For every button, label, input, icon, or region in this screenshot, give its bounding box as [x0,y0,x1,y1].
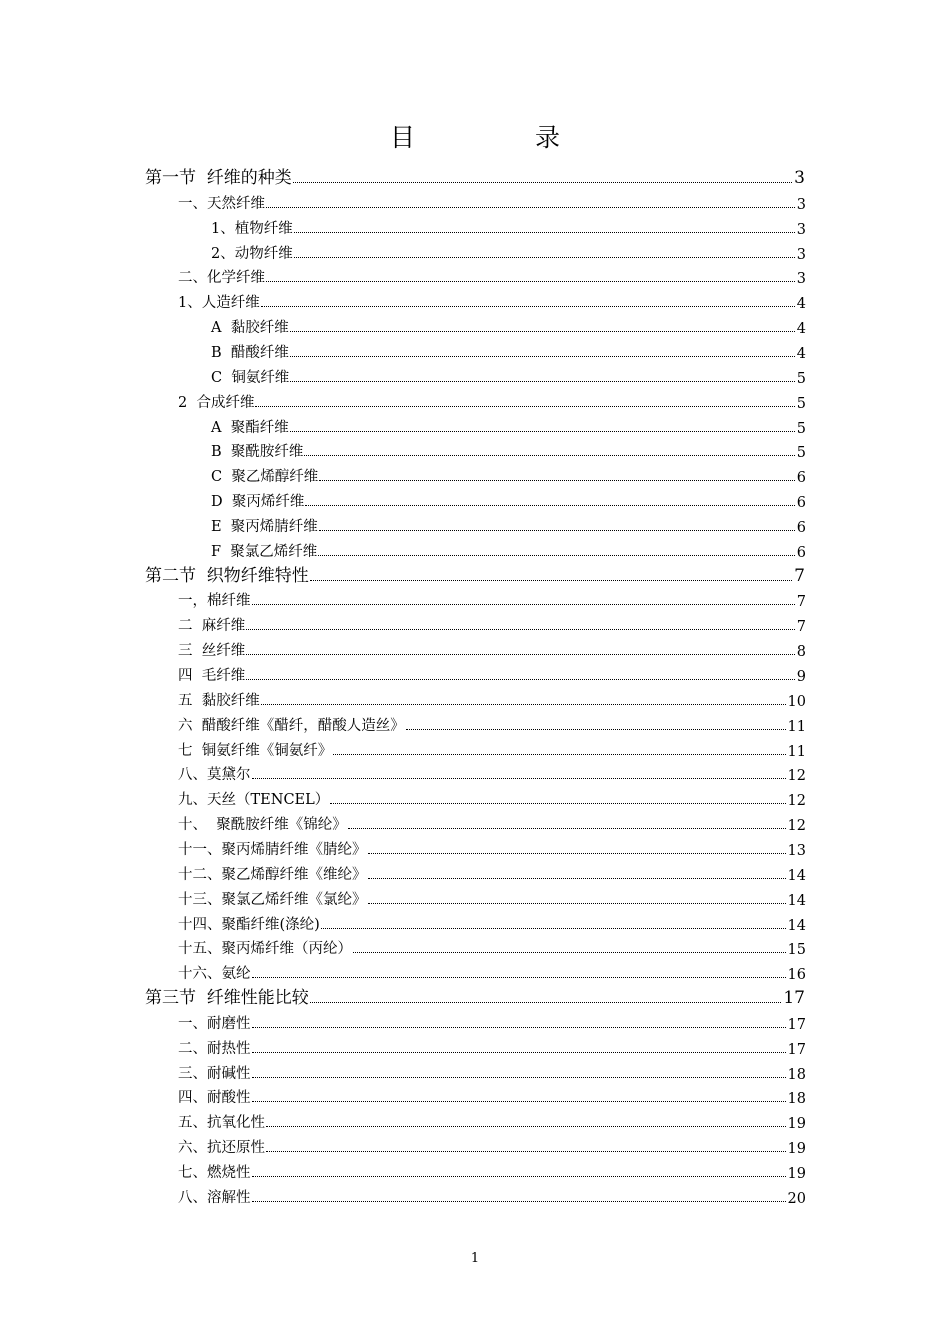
toc-entry[interactable] [178,835,806,859]
toc-dot-leader [294,257,795,258]
toc-entry-label: 四 毛纤维 [178,668,246,684]
toc-entry[interactable] [211,214,806,238]
toc-entry-label: 一、天然纤维 [178,195,265,212]
toc-dot-leader [319,480,794,481]
toc-entry-label: D 聚丙烯纤维 [211,494,305,511]
toc-entry-label: 二、耐热性 [178,1040,251,1057]
page-number: 1 [470,1251,480,1266]
toc-dot-leader [353,952,786,953]
toc-entry[interactable] [178,860,806,884]
toc-entry-label: A 黏胶纤维 [211,320,289,337]
toc-entry-page: 13 [787,842,806,859]
toc-entry-page: 7 [796,619,806,636]
toc-entry-label: 2、动物纤维 [211,245,293,262]
toc-entry[interactable] [178,736,806,760]
toc-entry[interactable] [178,1083,806,1107]
toc-entry-label: 五、抗氧化性 [178,1115,265,1132]
toc-entry[interactable] [145,984,805,1008]
toc-entry-page: 5 [796,370,806,387]
toc-entry-label: C 聚乙烯醇纤维 [211,469,319,486]
toc-dot-leader [266,1126,786,1127]
toc-entry-page: 12 [787,768,806,785]
toc-entry-page: 15 [787,942,806,959]
toc-entry-page: 6 [796,544,806,561]
toc-dot-leader [318,555,794,556]
toc-entry-label: 四、耐酸性 [178,1090,251,1107]
toc-dot-leader [252,977,786,978]
toc-entry-label: B 醋酸纤维 [211,344,289,361]
toc-entry[interactable] [178,959,806,983]
toc-entry[interactable] [178,1183,806,1207]
toc-entry[interactable] [178,711,806,735]
toc-dot-leader [266,207,795,208]
toc-dot-leader [261,704,786,705]
toc-entry-label: 八、溶解性 [178,1189,251,1206]
toc-entry-page: 14 [787,892,806,909]
toc-dot-leader [290,381,794,382]
toc-entry[interactable] [211,462,806,486]
toc-entry[interactable] [211,487,806,511]
toc-entry-page: 4 [796,296,806,313]
toc-entry[interactable] [211,512,806,536]
toc-dot-leader [348,828,786,829]
toc-dot-leader [319,530,795,531]
toc-entry-page: 12 [787,818,806,835]
toc-entry[interactable] [178,263,806,287]
toc-title: 目 录 [390,123,616,152]
toc-entry-label: 六 醋酸纤维《醋纤，醋酸人造丝》 [178,717,405,734]
toc-dot-leader [266,1151,786,1152]
toc-entry[interactable] [178,885,806,909]
toc-entry-page: 3 [796,196,806,213]
toc-entry[interactable] [145,164,805,188]
toc-dot-leader [290,356,795,357]
toc-entry[interactable] [211,363,806,387]
toc-entry-page: 19 [787,1141,806,1158]
toc-entry-page: 12 [787,793,806,810]
toc-entry[interactable] [178,288,806,312]
toc-entry-page: 3 [796,221,806,238]
toc-entry-label: 十、 聚酰胺纤维《锦纶》 [178,817,347,834]
toc-entry-page: 19 [787,1166,806,1182]
toc-entry-label: 十二、聚乙烯醇纤维《维纶》 [178,866,367,883]
toc-dot-leader [255,406,794,407]
toc-entry-page: 6 [796,495,806,512]
toc-entry-label: 一、耐磨性 [178,1015,251,1032]
toc-entry[interactable] [178,760,806,784]
toc-entry-page: 18 [787,1091,806,1108]
toc-entry-label: E 聚丙烯腈纤维 [211,518,318,535]
toc-entry-page: 14 [787,867,806,884]
toc-entry[interactable] [178,611,806,635]
toc-entry[interactable] [178,636,806,660]
toc-entry-page: 19 [787,1116,806,1133]
toc-entry-page: 7 [796,594,806,611]
toc-entry[interactable] [178,1108,806,1132]
toc-dot-leader [368,853,786,854]
toc-entry-page: 11 [787,718,806,735]
toc-entry-label: 十六、氨纶 [178,966,251,983]
toc-entry[interactable] [178,1158,806,1182]
toc-entry-page: 3 [794,168,805,188]
toc-dot-leader [290,431,795,432]
toc-dot-leader [261,306,795,307]
toc-entry-page: 17 [783,988,805,1009]
toc-entry-label: A 聚酯纤维 [211,419,289,436]
toc-entry-label: 第三节 纤维性能比较 [145,988,309,1009]
toc-entry-page: 4 [796,345,806,362]
toc-dot-leader [330,803,785,804]
toc-entry-page: 10 [787,693,806,710]
toc-dot-leader [252,1201,786,1202]
toc-entry-page: 3 [796,246,806,263]
toc-entry-page: 8 [796,644,806,661]
toc-entry-label: 十五、聚丙烯纤维（丙纶） [178,941,352,958]
toc-entry[interactable] [211,437,806,461]
toc-entry[interactable] [178,1034,806,1058]
toc-dot-leader [406,729,786,730]
toc-dot-leader [252,1077,786,1078]
toc-entry[interactable] [178,785,806,809]
toc-entry-label: 八、莫黛尔 [178,767,251,784]
toc-entry-page: 16 [787,967,806,984]
toc-entry-label: 五 黏胶纤维 [178,692,260,709]
toc-entry-label: 六、抗还原性 [178,1140,265,1157]
toc-entry-page: 17 [787,1041,806,1058]
toc-entry-label: 九、天丝（TENCEL） [178,792,330,809]
toc-dot-leader [310,1002,782,1003]
toc-dot-leader [246,679,795,680]
toc-entry[interactable] [178,189,806,213]
toc-entry[interactable] [145,562,805,586]
toc-entry[interactable] [178,661,806,685]
toc-dot-leader [252,1176,786,1177]
toc-entry[interactable] [211,313,806,337]
toc-entry-page: 18 [787,1066,806,1083]
toc-dot-leader [246,629,795,630]
toc-entry[interactable] [211,413,806,437]
toc-entry[interactable] [178,686,806,710]
toc-entry-label: 第二节 织物纤维特性 [145,565,309,586]
toc-entry-label: 三 丝纤维 [178,643,246,660]
toc-entry-page: 6 [796,519,806,536]
toc-entry[interactable] [211,338,806,362]
toc-entry-page: 6 [796,470,806,487]
toc-entry-page: 3 [796,271,806,288]
toc-entry-page: 4 [796,321,806,338]
toc-entry-label: F 聚氯乙烯纤维 [211,543,318,560]
toc-dot-leader [368,903,786,904]
toc-dot-leader [252,604,795,605]
toc-entry-page: 14 [787,917,806,934]
toc-entry-page: 5 [796,445,806,462]
toc-entry-page: 20 [787,1190,806,1207]
toc-dot-leader [368,878,786,879]
toc-entry-page: 5 [796,395,806,412]
toc-entry-label: 二 麻纤维 [178,618,246,635]
toc-entry[interactable] [178,934,806,958]
toc-entry-label: 1、人造纤维 [178,295,260,312]
toc-entry-page: 5 [796,420,806,437]
toc-entry-label: 三、耐碱性 [178,1065,251,1082]
toc-entry[interactable] [178,910,806,934]
toc-entry-page: 7 [794,565,805,586]
toc-entry[interactable] [178,1133,806,1157]
toc-dot-leader [252,1052,786,1053]
toc-entry-label: 二、化学纤维 [178,270,265,287]
toc-entry-label: 2 合成纤维 [178,394,255,411]
toc-dot-leader [252,778,786,779]
toc-dot-leader [333,754,785,755]
toc-entry-label: 一，棉纤维 [178,593,251,610]
toc-dot-leader [252,1027,786,1028]
toc-dot-leader [294,232,795,233]
toc-entry[interactable] [211,537,806,561]
toc-entry-label: 十一、聚丙烯腈纤维《腈纶》 [178,841,367,858]
toc-entry-label: C 铜氨纤维 [211,369,290,386]
toc-entry[interactable] [178,810,806,834]
toc-entry-page: 17 [787,1016,806,1033]
toc-entry-page: 9 [796,669,806,685]
toc-entry[interactable] [178,586,806,610]
toc-entry-label: B 聚酰胺纤维 [211,444,304,461]
toc-dot-leader [246,654,795,655]
toc-dot-leader [293,182,792,183]
toc-dot-leader [321,928,786,929]
toc-entry-label: 第一节 纤维的种类 [145,168,292,188]
toc-entry-label: 1、植物纤维 [211,220,293,237]
toc-entry[interactable] [178,1059,806,1083]
toc-dot-leader [304,455,794,456]
toc-entry-label: 七 铜氨纤维《铜氨纤》 [178,742,333,759]
toc-dot-leader [310,580,792,581]
toc-dot-leader [305,505,794,506]
toc-entry[interactable] [178,388,806,412]
toc-entry[interactable] [178,1009,806,1033]
toc-dot-leader [266,281,795,282]
toc-entry-label: 十四、聚酯纤维(涤纶) [178,916,320,933]
toc-entry[interactable] [211,239,806,263]
toc-entry-page: 11 [787,743,806,760]
toc-dot-leader [252,1101,786,1102]
toc-dot-leader [290,331,795,332]
toc-entry-label: 十三、聚氯乙烯纤维《氯纶》 [178,891,367,908]
toc-entry-label: 七、燃烧性 [178,1165,251,1181]
